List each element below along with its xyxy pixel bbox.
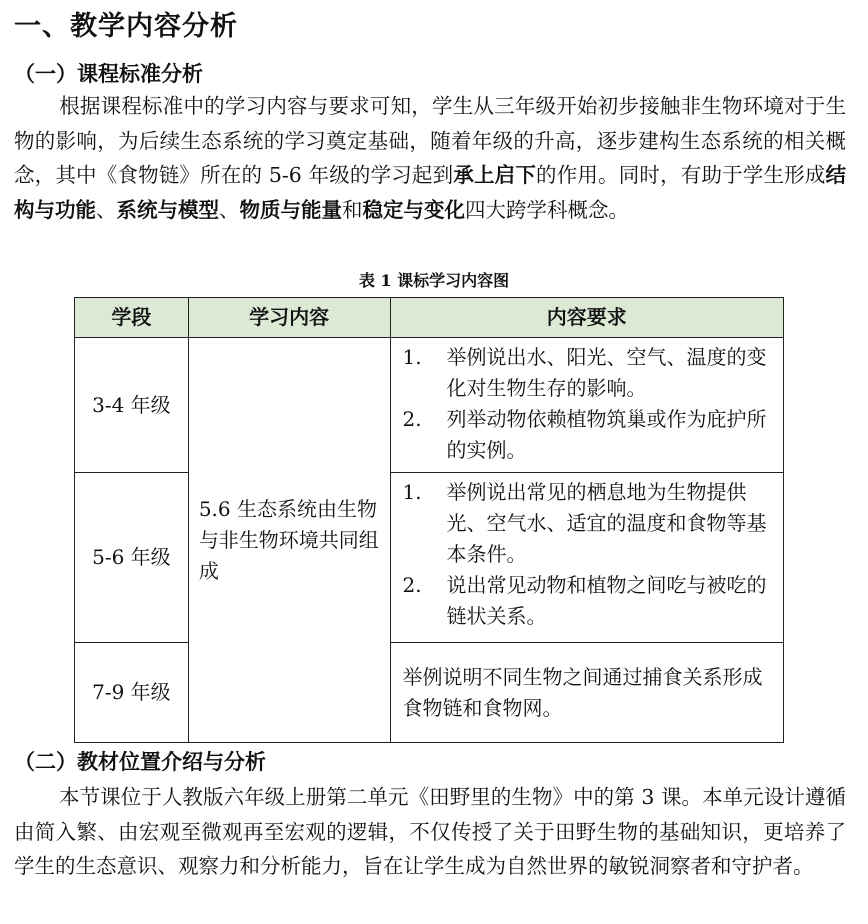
curriculum-paragraph [14, 89, 846, 227]
list-item: 2. 说出常见动物和植物之间吃与被吃的链状关系。 [402, 573, 767, 628]
paragraph-text: 的作用。同时，有助于学生形成 [536, 163, 826, 187]
requirement-cell [390, 338, 783, 473]
bold-term: 结构与功能 [14, 163, 847, 222]
requirement-cell: 举例说明不同生物之间通过捕食关系形成食物链和食物网。 [390, 643, 783, 743]
table-header-row [75, 298, 784, 338]
list-item: 2. 列举动物依赖植物筑巢或作为庇护所的实例。 [402, 407, 767, 462]
table-caption: 表 1 课标学习内容图 [358, 271, 510, 290]
paragraph-text: 根据课程标准中的学习内容与要求可知，学生从三年级开始初步接触非生物环境对于生物的影响，为后续生态系统的学习奠定基础，随着年级的升高，逐步建构生态系统的相关概念，其中《食物链》所在的 5-6 年级的学习起到 [14, 94, 846, 187]
separator: 、 [96, 197, 117, 222]
bold-term: 承上启下 [453, 163, 537, 187]
paragraph-text: 四大跨学科概念。 [465, 197, 629, 222]
curriculum-table [74, 297, 784, 743]
textbook-paragraph [14, 780, 846, 884]
bold-term: 系统与模型 [116, 197, 219, 222]
subsection-title-curriculum: （一）课程标准分析 [14, 61, 203, 86]
table-row [75, 338, 784, 473]
list-item: 1. 举例说出水、阳光、空气、温度的变化对生物生存的影响。 [402, 345, 767, 400]
paragraph-text: 本节课位于人教版六年级上册第二单元《田野里的生物》中的第 3 课。本单元设计遵循由简入繁、由宏观至微观再至宏观的逻辑，不仅传授了关于田野生物的基础知识，更培养了学生的生态意识、观察力和分析能力，旨在让学生成为自然世界的敏锐洞察者和守护者。 [14, 785, 846, 878]
table-row [75, 473, 784, 643]
table-row [75, 643, 784, 743]
section-title: 一、教学内容分析 [14, 11, 238, 42]
header-stage: 学段 [75, 298, 189, 338]
separator: 、 [219, 197, 240, 222]
header-learning-content: 学习内容 [188, 298, 390, 338]
grade-cell: 5-6 年级 [75, 473, 189, 643]
requirement-cell [390, 473, 783, 643]
grade-cell: 3-4 年级 [75, 338, 189, 473]
list-item: 1. 举例说出常见的栖息地为生物提供光、空气水、适宜的温度和食物等基本条件。 [402, 480, 767, 566]
bold-term: 稳定与变化 [362, 197, 465, 222]
conjunction: 和 [342, 197, 363, 222]
bold-term: 物质与能量 [239, 197, 342, 222]
header-content-requirements: 内容要求 [390, 298, 783, 338]
subsection-title-textbook: （二）教材位置介绍与分析 [14, 749, 266, 774]
grade-cell: 7-9 年级 [75, 643, 189, 743]
learning-content-cell: 5.6 生态系统由生物与非生物环境共同组成 [188, 338, 390, 743]
